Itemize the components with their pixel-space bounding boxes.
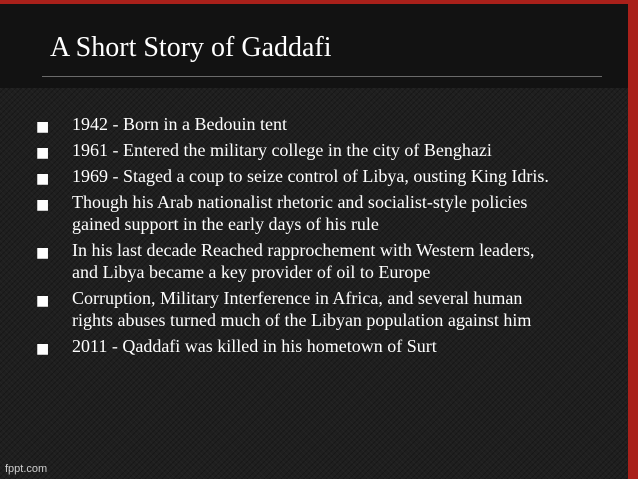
bullet-item-1 bbox=[0, 113, 600, 135]
square-bullet-icon: ■ bbox=[36, 293, 50, 309]
square-bullet-icon: ■ bbox=[36, 119, 50, 135]
bullet-text: Though his Arab nationalist rhetoric and socialist-style policies gained support in the early days of his rule bbox=[72, 192, 528, 234]
square-bullet-icon: ■ bbox=[36, 197, 50, 213]
slide-title: A Short Story of Gaddafi bbox=[50, 32, 332, 63]
bullet-item-5 bbox=[0, 239, 600, 283]
right-accent-bar bbox=[628, 0, 638, 479]
bullet-text: Corruption, Military Interference in Africa, and several human rights abuses turned much of the Libyan population against him bbox=[72, 288, 532, 330]
bullet-item-4 bbox=[0, 191, 600, 235]
bullet-item-2 bbox=[0, 139, 600, 161]
bullet-text: 2011 - Qaddafi was killed in his hometown of Surt bbox=[72, 336, 437, 356]
title-band bbox=[0, 4, 628, 88]
bullet-text: 1969 - Staged a coup to seize control of Libya, ousting King Idris. bbox=[72, 166, 549, 186]
square-bullet-icon: ■ bbox=[36, 245, 50, 261]
bullet-item-6 bbox=[0, 287, 600, 331]
square-bullet-icon: ■ bbox=[36, 171, 50, 187]
square-bullet-icon: ■ bbox=[36, 145, 50, 161]
square-bullet-icon: ■ bbox=[36, 341, 50, 357]
bullet-list bbox=[0, 113, 600, 361]
bullet-item-3 bbox=[0, 165, 600, 187]
bullet-text: In his last decade Reached rapprochement with Western leaders, and Libya became a key provider of oil to Europe bbox=[72, 240, 535, 282]
bullet-text: 1961 - Entered the military college in the city of Benghazi bbox=[72, 140, 492, 160]
bullet-text: 1942 - Born in a Bedouin tent bbox=[72, 114, 287, 134]
title-divider bbox=[42, 76, 602, 77]
watermark: fppt.com bbox=[5, 463, 48, 475]
bullet-item-7 bbox=[0, 335, 600, 357]
